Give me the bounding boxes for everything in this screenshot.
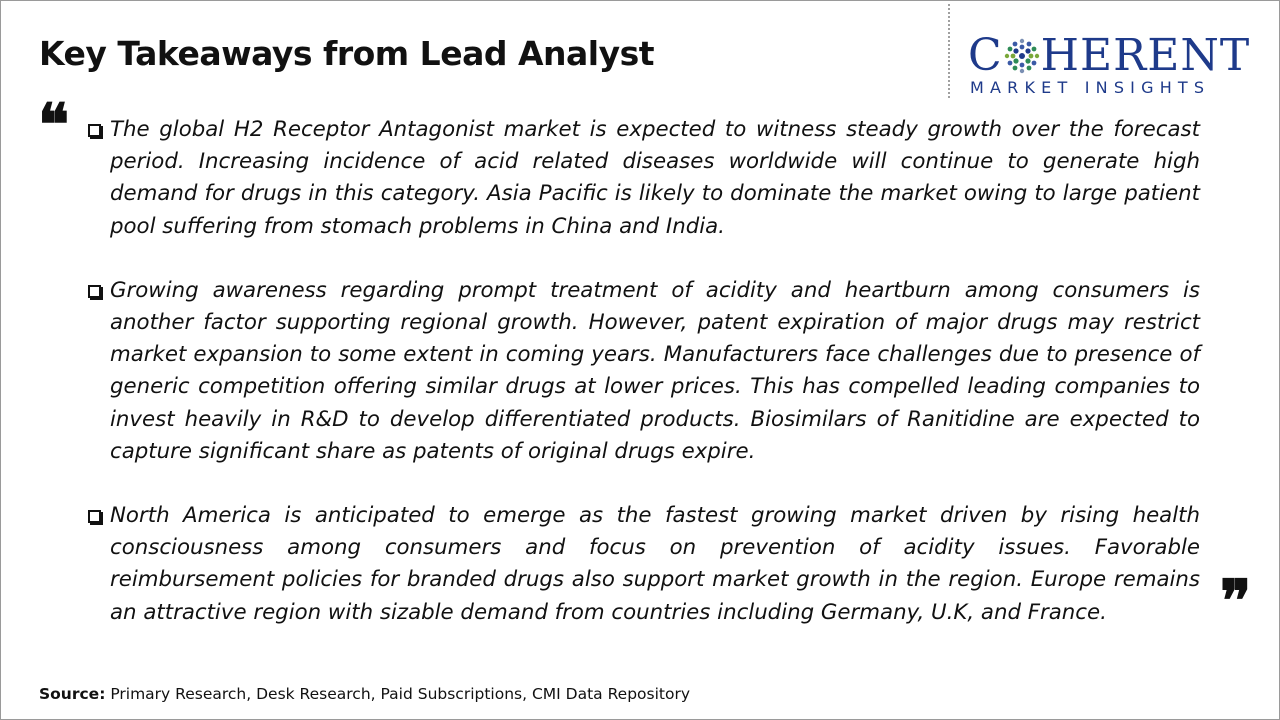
source-footnote <box>39 685 690 703</box>
logo-letters-herent: HERENT <box>1040 30 1251 81</box>
list-item-text: The global H2 Receptor Antagonist market is expected to witness steady growth over the forecast period. Increasing incidence of acid related diseases worldwide will continue to generate high demand for drugs in this category. Asia Pacific is likely to dominate the market owing to large patient pool suffering from stomach problems in China and India. <box>110 117 1200 239</box>
list-item <box>86 114 1200 243</box>
quote-open-icon: ❝ <box>38 91 70 159</box>
page-title: Key Takeaways from Lead Analyst <box>39 34 654 73</box>
company-logo <box>968 30 1268 100</box>
checkbox-bullet-icon <box>88 285 101 298</box>
list-item <box>86 500 1200 629</box>
checkbox-bullet-icon <box>88 510 101 523</box>
list-item-text: Growing awareness regarding prompt treatment of acidity and heartburn among consumers is another factor supporting regional growth. However, patent expiration of major drugs may restrict market expansion to some extent in coming years. Manufacturers face challenges due to presence of generic competition offering similar drugs at lower prices. This has compelled leading companies to invest heavily in R&D to develop differentiated products. Biosimilars of Ranitidine are expected to capture significant share as patents of original drugs expire. <box>110 277 1200 464</box>
logo-dots-icon <box>1004 38 1040 74</box>
list-item-text: North America is anticipated to emerge as the fastest growing market driven by rising health consciousness among consumers and focus on prevention of acidity issues. Favorable reimbursement policies for branded drugs also support market growth in the region. Europe remains an attractive region with sizable demand from countries including Germany, U.K, and France. <box>110 503 1200 625</box>
takeaway-list <box>86 114 1200 629</box>
logo-tagline: MARKET INSIGHTS <box>970 78 1211 97</box>
logo-divider <box>948 4 950 98</box>
checkbox-bullet-icon <box>88 124 101 137</box>
source-text: Primary Research, Desk Research, Paid Subscriptions, CMI Data Repository <box>110 685 691 703</box>
list-item <box>86 275 1200 468</box>
source-label: Source: <box>39 685 106 703</box>
logo-wordmark <box>968 30 1250 82</box>
quote-close-icon: ❞ <box>1220 567 1252 635</box>
logo-letter-c: C <box>968 30 1003 81</box>
